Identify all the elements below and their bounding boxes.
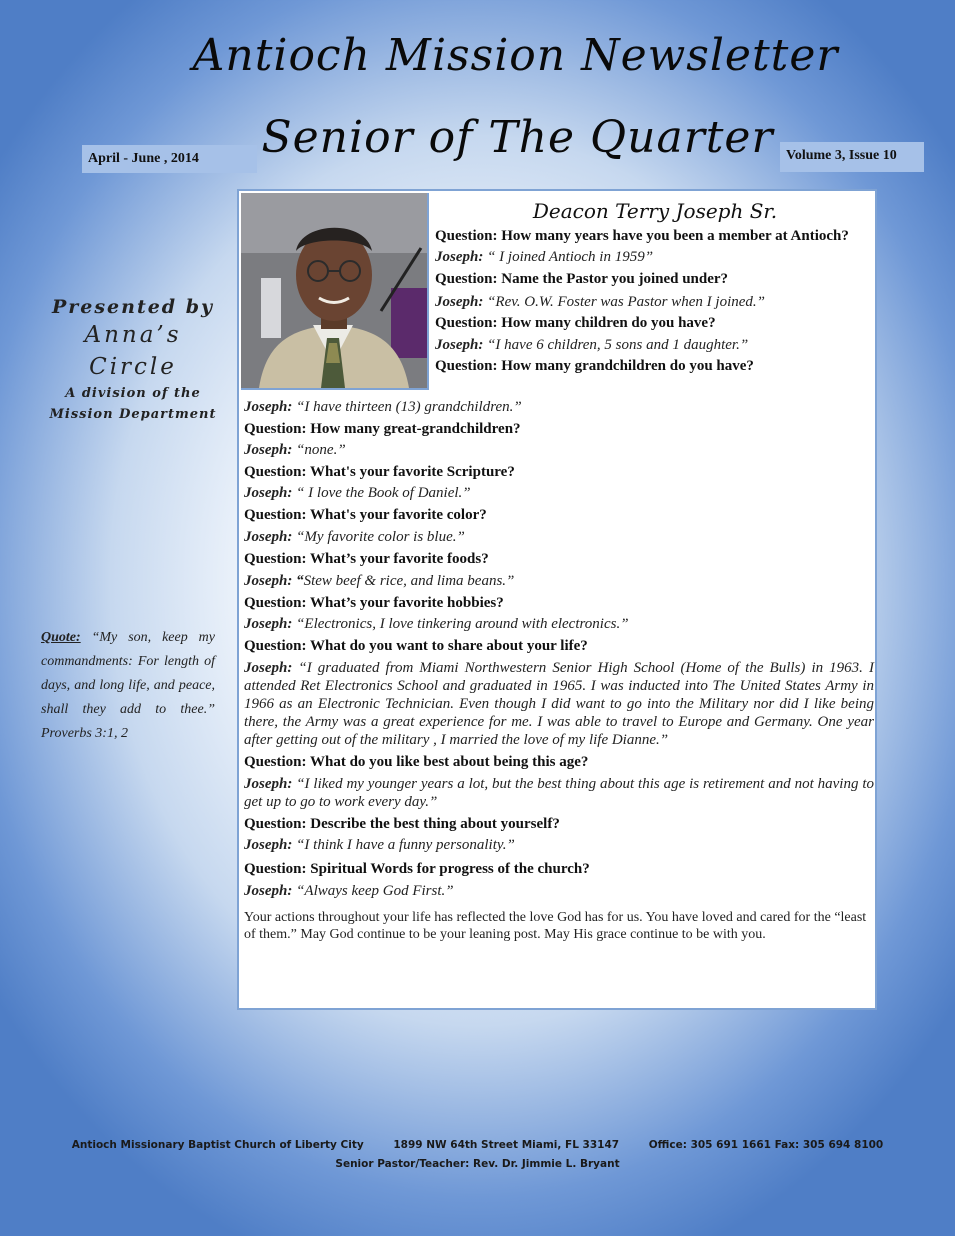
answer-item (244, 528, 874, 546)
answer-speaker: Joseph: (244, 442, 293, 458)
answer-item (244, 441, 874, 459)
closing-message: Your actions throughout your life has reflected the love God has for us. You have loved and cared for the “least of them.” May God continue to be your leaning post. May His grace continue to be with you. (244, 910, 867, 942)
question-item: Question: What’s your favorite foods? (244, 551, 489, 567)
answer-text: “Electronics, I love tinkering around with electronics.” (292, 616, 629, 632)
answer-speaker: Joseph: (244, 776, 293, 792)
newsletter-title: Antioch Mission Newsletter (192, 30, 839, 81)
question-item: Question: Spiritual Words for progress of the church? (244, 861, 590, 877)
question-item: Question: What do you like best about being this age? (244, 754, 589, 770)
question-item: Question: What do you want to share about your life? (244, 638, 588, 654)
answer-item (244, 882, 874, 900)
answer-item (244, 659, 874, 749)
group-name-line2: Circle (89, 354, 177, 380)
group-name-line1: Anna’s (84, 322, 182, 348)
answer-speaker: Joseph: (244, 485, 293, 501)
answer-speaker: Joseph: “ (244, 573, 304, 589)
question-item: Question: How many great-grandchildren? (244, 421, 521, 437)
question-item: Question: Describe the best thing about yourself? (244, 816, 560, 832)
answer-speaker: Joseph: (435, 249, 484, 265)
church-address: 1899 NW 64th Street Miami, FL 33147 (393, 1139, 620, 1151)
newsletter-subtitle: Senior of The Quarter (261, 112, 774, 163)
question-item: Question: How many grandchildren do you have? (435, 358, 754, 374)
answer-item (244, 398, 874, 416)
answer-item (244, 572, 874, 590)
subject-name: Deacon Terry Joseph Sr. (532, 199, 778, 223)
answer-speaker: Joseph: (244, 529, 293, 545)
issue-date: April - June , 2014 (82, 145, 257, 173)
presented-by-label: Presented by (51, 296, 215, 318)
answer-item (435, 336, 871, 354)
answer-text: Stew beef & rice, and lima beans.” (303, 573, 515, 589)
answer-item (244, 615, 874, 633)
church-name: Antioch Missionary Baptist Church of Liberty City (71, 1139, 364, 1151)
answer-text: “none.” (292, 442, 346, 458)
answer-text: “ I joined Antioch in 1959” (483, 249, 654, 265)
answer-speaker: Joseph: (244, 883, 293, 899)
volume-issue: Volume 3, Issue 10 (780, 142, 924, 172)
answer-item (244, 836, 874, 854)
answer-text: “Always keep God First.” (292, 883, 454, 899)
footer-contact-line (0, 1136, 955, 1155)
question-item: Question: What's your favorite color? (244, 507, 487, 523)
page-footer (0, 1136, 955, 1174)
qa-bottom-section (244, 398, 874, 943)
portrait-photo (241, 193, 429, 390)
portrait-photo-icon (241, 193, 427, 388)
answer-speaker: Joseph: (244, 660, 293, 676)
division-line2: Mission Department (49, 407, 217, 422)
answer-item (244, 484, 874, 502)
question-item: Question: What’s your favorite hobbies? (244, 595, 504, 611)
answer-speaker: Joseph: (244, 837, 293, 853)
answer-text: “I have thirteen (13) grandchildren.” (292, 399, 522, 415)
answer-text: “I have 6 children, 5 sons and 1 daughter.” (483, 337, 749, 353)
quote-label: Quote: (41, 630, 81, 645)
answer-text: “ I love the Book of Daniel.” (292, 485, 471, 501)
qa-top-section (435, 227, 871, 373)
question-item: Question: Name the Pastor you joined under? (435, 271, 729, 287)
answer-speaker: Joseph: (435, 294, 484, 310)
answer-text: “I liked my younger years a lot, but the best thing about this age is retirement and not having to get up to go to work every day.” (244, 776, 874, 810)
answer-text: “Rev. O.W. Foster was Pastor when I joined.” (483, 294, 766, 310)
answer-item (435, 248, 871, 266)
answer-speaker: Joseph: (244, 616, 293, 632)
scripture-quote (41, 626, 215, 746)
answer-text: “I graduated from Miami Northwestern Senior High School (Home of the Bulls) in 1963. I attended Ret Electronics School and graduated in 1965. I was inducted into The United States Army in 1966 as an Electronic Technician. Even though I did want to go into the Military nor did I like being there, the Army was a great experience for me. I was able to travel to Europe and Germany. One year after getting out of the military , I married the love of my life Dianne.” (244, 660, 874, 748)
answer-text: “My favorite color is blue.” (292, 529, 465, 545)
question-item: Question: What's your favorite Scripture? (244, 464, 515, 480)
feature-card (237, 189, 877, 1010)
answer-speaker: Joseph: (435, 337, 484, 353)
division-line1: A division of the (65, 386, 201, 401)
quote-text: “My son, keep my commandments: For length of days, and long life, and peace, shall they add to thee.” Proverbs 3:1, 2 (41, 630, 215, 741)
senior-pastor: Senior Pastor/Teacher: Rev. Dr. Jimmie L. Bryant (335, 1158, 620, 1170)
church-phones: Office: 305 691 1661 Fax: 305 694 8100 (648, 1139, 884, 1151)
question-item: Question: How many years have you been a member at Antioch? (435, 228, 849, 244)
answer-item (435, 293, 871, 311)
answer-speaker: Joseph: (244, 399, 293, 415)
answer-item (244, 775, 874, 811)
answer-text: “I think I have a funny personality.” (292, 837, 515, 853)
question-item: Question: How many children do you have? (435, 315, 716, 331)
presented-by-block (38, 296, 228, 424)
